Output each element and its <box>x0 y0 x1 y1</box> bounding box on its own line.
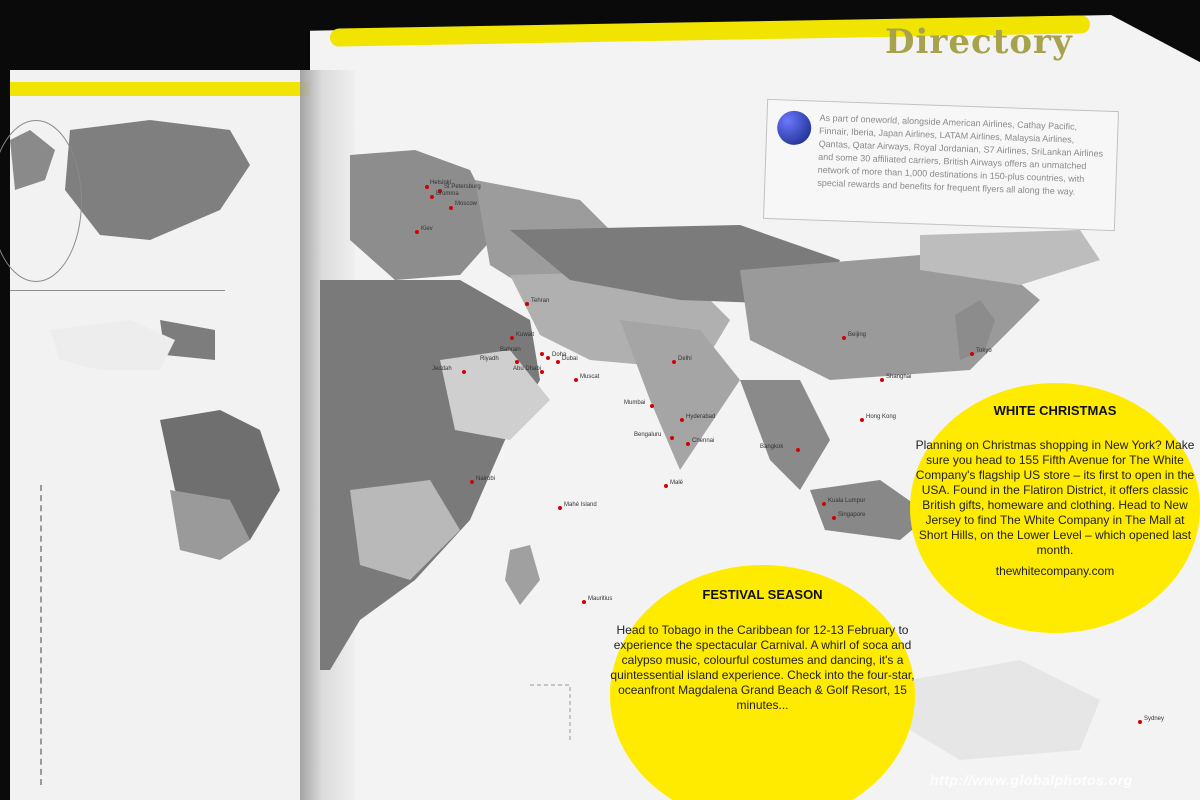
label-tokyo: Tokyo <box>976 348 992 354</box>
label-bahrain: Bahrain <box>500 347 521 353</box>
label-bromma: Bromma <box>436 191 459 197</box>
label-dubai: Dubai <box>562 356 578 362</box>
left-divider-line <box>10 290 225 291</box>
dot-mahe-island <box>558 506 562 510</box>
label-jeddah: Jeddah <box>432 366 452 372</box>
label-riyadh: Riyadh <box>480 356 499 362</box>
label-kuala-lumpur: Kuala Lumpur <box>828 498 866 504</box>
dot-nairobi <box>470 480 474 484</box>
section-title: Directory <box>885 22 1073 62</box>
dot-bengaluru <box>670 436 674 440</box>
white-christmas-callout <box>910 383 1200 633</box>
dot-dubai <box>556 360 560 364</box>
white-christmas-link: thewhitecompany.com <box>995 564 1115 578</box>
europe-shape <box>350 150 500 280</box>
dot-bromma <box>430 195 434 199</box>
label-mumbai: Mumbai <box>624 400 646 406</box>
dot-helsinki <box>425 185 429 189</box>
left-dashed-border <box>40 485 44 785</box>
dot-hong-kong <box>860 418 864 422</box>
label-muscat: Muscat <box>580 374 600 380</box>
label-abu-dhabi: Abu Dhabi <box>513 366 542 372</box>
label-singapore: Singapore <box>838 512 866 518</box>
australia-shape <box>910 660 1100 760</box>
label-sydney: Sydney <box>1144 716 1165 722</box>
info-text: As part of oneworld, alongside American Airlines, Cathay Pacific, Finnair, Iberia, Japan Airlines, LATAM Airlines, Malaysia Airlines, Qantas, Qatar Airways, Royal Jordanian, S7 Airlines, SriLankan Airlines and some 30 affiliated carriers, British Airways offers an unmatched network of more than 1,000 destinations in 150-plus countries, with special rewards and benefits for frequent flyers all along the way. <box>817 112 1104 197</box>
dot-hyderabad <box>680 418 684 422</box>
dot-chennai <box>686 442 690 446</box>
label-kiev: Kiev <box>421 226 433 232</box>
dot-bahrain <box>540 352 544 356</box>
map-dashed-boundary <box>530 685 570 740</box>
india-shape <box>620 320 740 470</box>
dot-moscow <box>449 206 453 210</box>
label-male: Malé <box>670 480 684 486</box>
dot-bangkok <box>796 448 800 452</box>
madagascar-shape <box>505 545 540 605</box>
white-christmas-body-text: Planning on Christmas shopping in New York? Make sure you head to 155 Fifth Avenue for The White Company's flagship US store – its first to open in the USA. Found in the Flatiron District, it offers classic British gifts, homeware and clothing. Head to New Jersey to find The White Company in The Mall at Short Hills, on the Lower Level – which opened last month. <box>915 438 1195 557</box>
left-yellow-bar <box>10 82 328 96</box>
white-christmas-body <box>910 438 1200 579</box>
dot-riyadh <box>515 360 519 364</box>
dot-mauritius <box>582 600 586 604</box>
dot-male <box>664 484 668 488</box>
dot-delhi <box>672 360 676 364</box>
label-bangkok: Bangkok <box>760 444 784 450</box>
dot-kiev <box>415 230 419 234</box>
label-hyderabad: Hyderabad <box>686 414 716 420</box>
label-hong-kong: Hong Kong <box>866 414 897 420</box>
dot-sydney <box>1138 720 1142 724</box>
label-shanghai: Shanghai <box>886 374 912 380</box>
dot-jeddah <box>462 370 466 374</box>
globe-icon <box>777 110 812 145</box>
dot-beijing <box>842 336 846 340</box>
label-chennai: Chennai <box>692 438 715 444</box>
label-helsinki: Helsinki <box>430 180 452 186</box>
label-kuwait: Kuwait <box>516 332 535 338</box>
white-christmas-title: WHITE CHRISTMAS <box>993 403 1117 418</box>
festival-season-callout <box>610 565 915 800</box>
label-nairobi: Nairobi <box>476 476 496 482</box>
dot-tehran <box>525 302 529 306</box>
label-mahe-island: Mahé Island <box>564 502 597 508</box>
info-box <box>763 99 1119 231</box>
dot-singapore <box>832 516 836 520</box>
label-tehran: Tehran <box>531 298 550 304</box>
greenland-shape <box>65 120 250 240</box>
dot-kuwait <box>510 336 514 340</box>
watermark-text: http://www.globalphotos.org <box>930 772 1133 788</box>
southeast-asia-shape <box>740 380 830 490</box>
dot-tokyo <box>970 352 974 356</box>
label-delhi: Delhi <box>678 356 692 362</box>
festival-season-title: FESTIVAL SEASON <box>702 587 823 602</box>
africa-shape <box>320 280 540 670</box>
dot-mumbai <box>650 404 654 408</box>
dot-doha <box>546 356 550 360</box>
label-st-petersburg: St Petersburg <box>444 184 481 190</box>
label-bengaluru: Bengaluru <box>634 432 662 438</box>
dot-kuala-lumpur <box>822 502 826 506</box>
dot-shanghai <box>880 378 884 382</box>
dot-muscat <box>574 378 578 382</box>
label-beijing: Beijing <box>848 332 867 338</box>
festival-season-body: Head to Tobago in the Caribbean for 12-13 February to experience the spectacular Carnival. A whirl of soca and calypso music, colourful costumes and dancing, it's a quintessential island experience. Check into the four-star, oceanfront Magdalena Grand Beach & Golf Resort, 15 minutes... <box>610 623 915 712</box>
label-moscow: Moscow <box>455 201 478 207</box>
ocean-band <box>50 320 175 370</box>
label-mauritius: Mauritius <box>588 596 613 602</box>
label-doha: Doha <box>552 352 567 358</box>
